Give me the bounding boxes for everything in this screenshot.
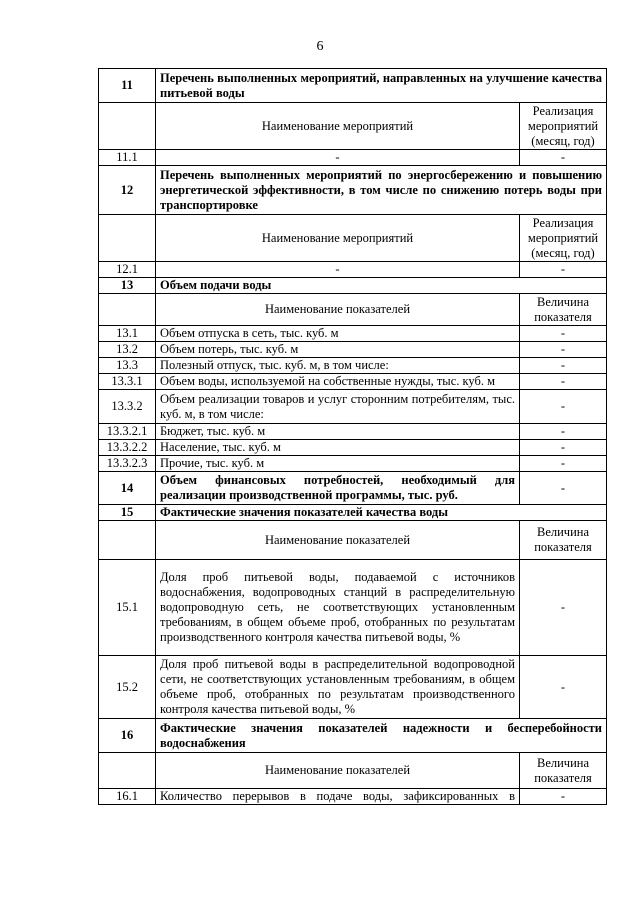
table-row (99, 262, 607, 278)
row-label: Доля проб питьевой воды, подаваемой с источников водоснабжения, водопроводных станций в распределительную водопроводную сеть, не соответствующих установленным требованиям, в общем объеме проб, отобранных по результатам производственного контроля качества питьевой воды, % (156, 560, 520, 656)
section-11-title: Перечень выполненных мероприятий, направленных на улучшение качества питьевой воды (156, 69, 607, 103)
table-row (99, 656, 607, 719)
section-15-columns (99, 521, 607, 560)
program-table (98, 68, 607, 805)
section-11-col-name: Наименование мероприятий (156, 103, 520, 150)
row-value: - (520, 326, 607, 342)
row-label: Доля проб питьевой воды в распределительной водопроводной сети, не соответствующих установленным требованиям, в общем объеме проб, отобранных по результатам производственного контроля качества питьевой воды, % (156, 656, 520, 719)
table-row (99, 424, 607, 440)
section-15-empty-cell (99, 521, 156, 560)
section-14-header (99, 472, 607, 505)
section-15-header (99, 505, 607, 521)
section-16-title: Фактические значения показателей надежности и бесперебойности водоснабжения (156, 719, 607, 753)
section-13-col-name: Наименование показателей (156, 294, 520, 326)
row-value: - (520, 342, 607, 358)
section-11-empty-cell (99, 103, 156, 150)
row-number: 16.1 (99, 789, 156, 805)
row-label: Население, тыс. куб. м (156, 440, 520, 456)
section-12-col-period: Реализация мероприятий (месяц, год) (520, 215, 607, 262)
table-row (99, 342, 607, 358)
section-14-number: 14 (99, 472, 156, 505)
section-14-value: - (520, 472, 607, 505)
section-15-col-name: Наименование показателей (156, 521, 520, 560)
page-number: 6 (316, 39, 324, 54)
row-label: Объем отпуска в сеть, тыс. куб. м (156, 326, 520, 342)
row-number: 15.1 (99, 560, 156, 656)
section-16-col-value: Величина показателя (520, 753, 607, 789)
section-13-number: 13 (99, 278, 156, 294)
row-number: 13.3.2.1 (99, 424, 156, 440)
row-label: Количество перерывов в подаче воды, зафиксированных в (156, 789, 520, 805)
row-value: - (520, 374, 607, 390)
section-16-empty-cell (99, 753, 156, 789)
row-label: Бюджет, тыс. куб. м (156, 424, 520, 440)
section-11-header (99, 69, 607, 103)
row-number: 13.3 (99, 358, 156, 374)
row-number: 13.3.2 (99, 390, 156, 424)
row-value: - (520, 560, 607, 656)
table-row (99, 150, 607, 166)
section-13-empty-cell (99, 294, 156, 326)
row-label: Объем потерь, тыс. куб. м (156, 342, 520, 358)
section-14-title: Объем финансовых потребностей, необходимый для реализации производственной программы, тыс. руб. (156, 472, 520, 505)
section-11-number: 11 (99, 69, 156, 103)
row-number: 13.3.2.3 (99, 456, 156, 472)
row-number: 13.3.1 (99, 374, 156, 390)
row-value: - (520, 262, 607, 278)
section-12-header (99, 166, 607, 215)
section-13-col-value: Величина показателя (520, 294, 607, 326)
row-value: - (520, 789, 607, 805)
row-value: - (520, 150, 607, 166)
row-number: 13.1 (99, 326, 156, 342)
row-number: 15.2 (99, 656, 156, 719)
section-12-number: 12 (99, 166, 156, 215)
table-row (99, 374, 607, 390)
row-value: - (156, 150, 520, 166)
row-number: 13.3.2.2 (99, 440, 156, 456)
section-12-empty-cell (99, 215, 156, 262)
row-value: - (520, 656, 607, 719)
section-16-col-name: Наименование показателей (156, 753, 520, 789)
table-row (99, 358, 607, 374)
row-number: 11.1 (99, 150, 156, 166)
table-row (99, 560, 607, 656)
section-16-header (99, 719, 607, 753)
section-15-title: Фактические значения показателей качества воды (156, 505, 607, 521)
row-value: - (156, 262, 520, 278)
table-row (99, 390, 607, 424)
row-value: - (520, 456, 607, 472)
row-label: Прочие, тыс. куб. м (156, 456, 520, 472)
table-row (99, 326, 607, 342)
section-12-title: Перечень выполненных мероприятий по энергосбережению и повышению энергетической эффективности, в том числе по снижению потерь воды при транспортировке (156, 166, 607, 215)
row-value: - (520, 424, 607, 440)
row-value: - (520, 440, 607, 456)
section-13-title: Объем подачи воды (156, 278, 607, 294)
table-row (99, 440, 607, 456)
section-12-columns (99, 215, 607, 262)
table-row (99, 789, 607, 805)
row-number: 12.1 (99, 262, 156, 278)
row-number: 13.2 (99, 342, 156, 358)
row-value: - (520, 390, 607, 424)
row-label: Объем реализации товаров и услуг сторонним потребителям, тыс. куб. м, в том числе: (156, 390, 520, 424)
row-label: Объем воды, используемой на собственные нужды, тыс. куб. м (156, 374, 520, 390)
section-16-columns (99, 753, 607, 789)
section-13-columns (99, 294, 607, 326)
row-value: - (520, 358, 607, 374)
section-11-col-period: Реализация мероприятий (месяц, год) (520, 103, 607, 150)
section-15-number: 15 (99, 505, 156, 521)
section-15-col-value: Величина показателя (520, 521, 607, 560)
table-row (99, 456, 607, 472)
section-16-number: 16 (99, 719, 156, 753)
section-12-col-name: Наименование мероприятий (156, 215, 520, 262)
row-label: Полезный отпуск, тыс. куб. м, в том числе: (156, 358, 520, 374)
section-11-columns (99, 103, 607, 150)
section-13-header (99, 278, 607, 294)
